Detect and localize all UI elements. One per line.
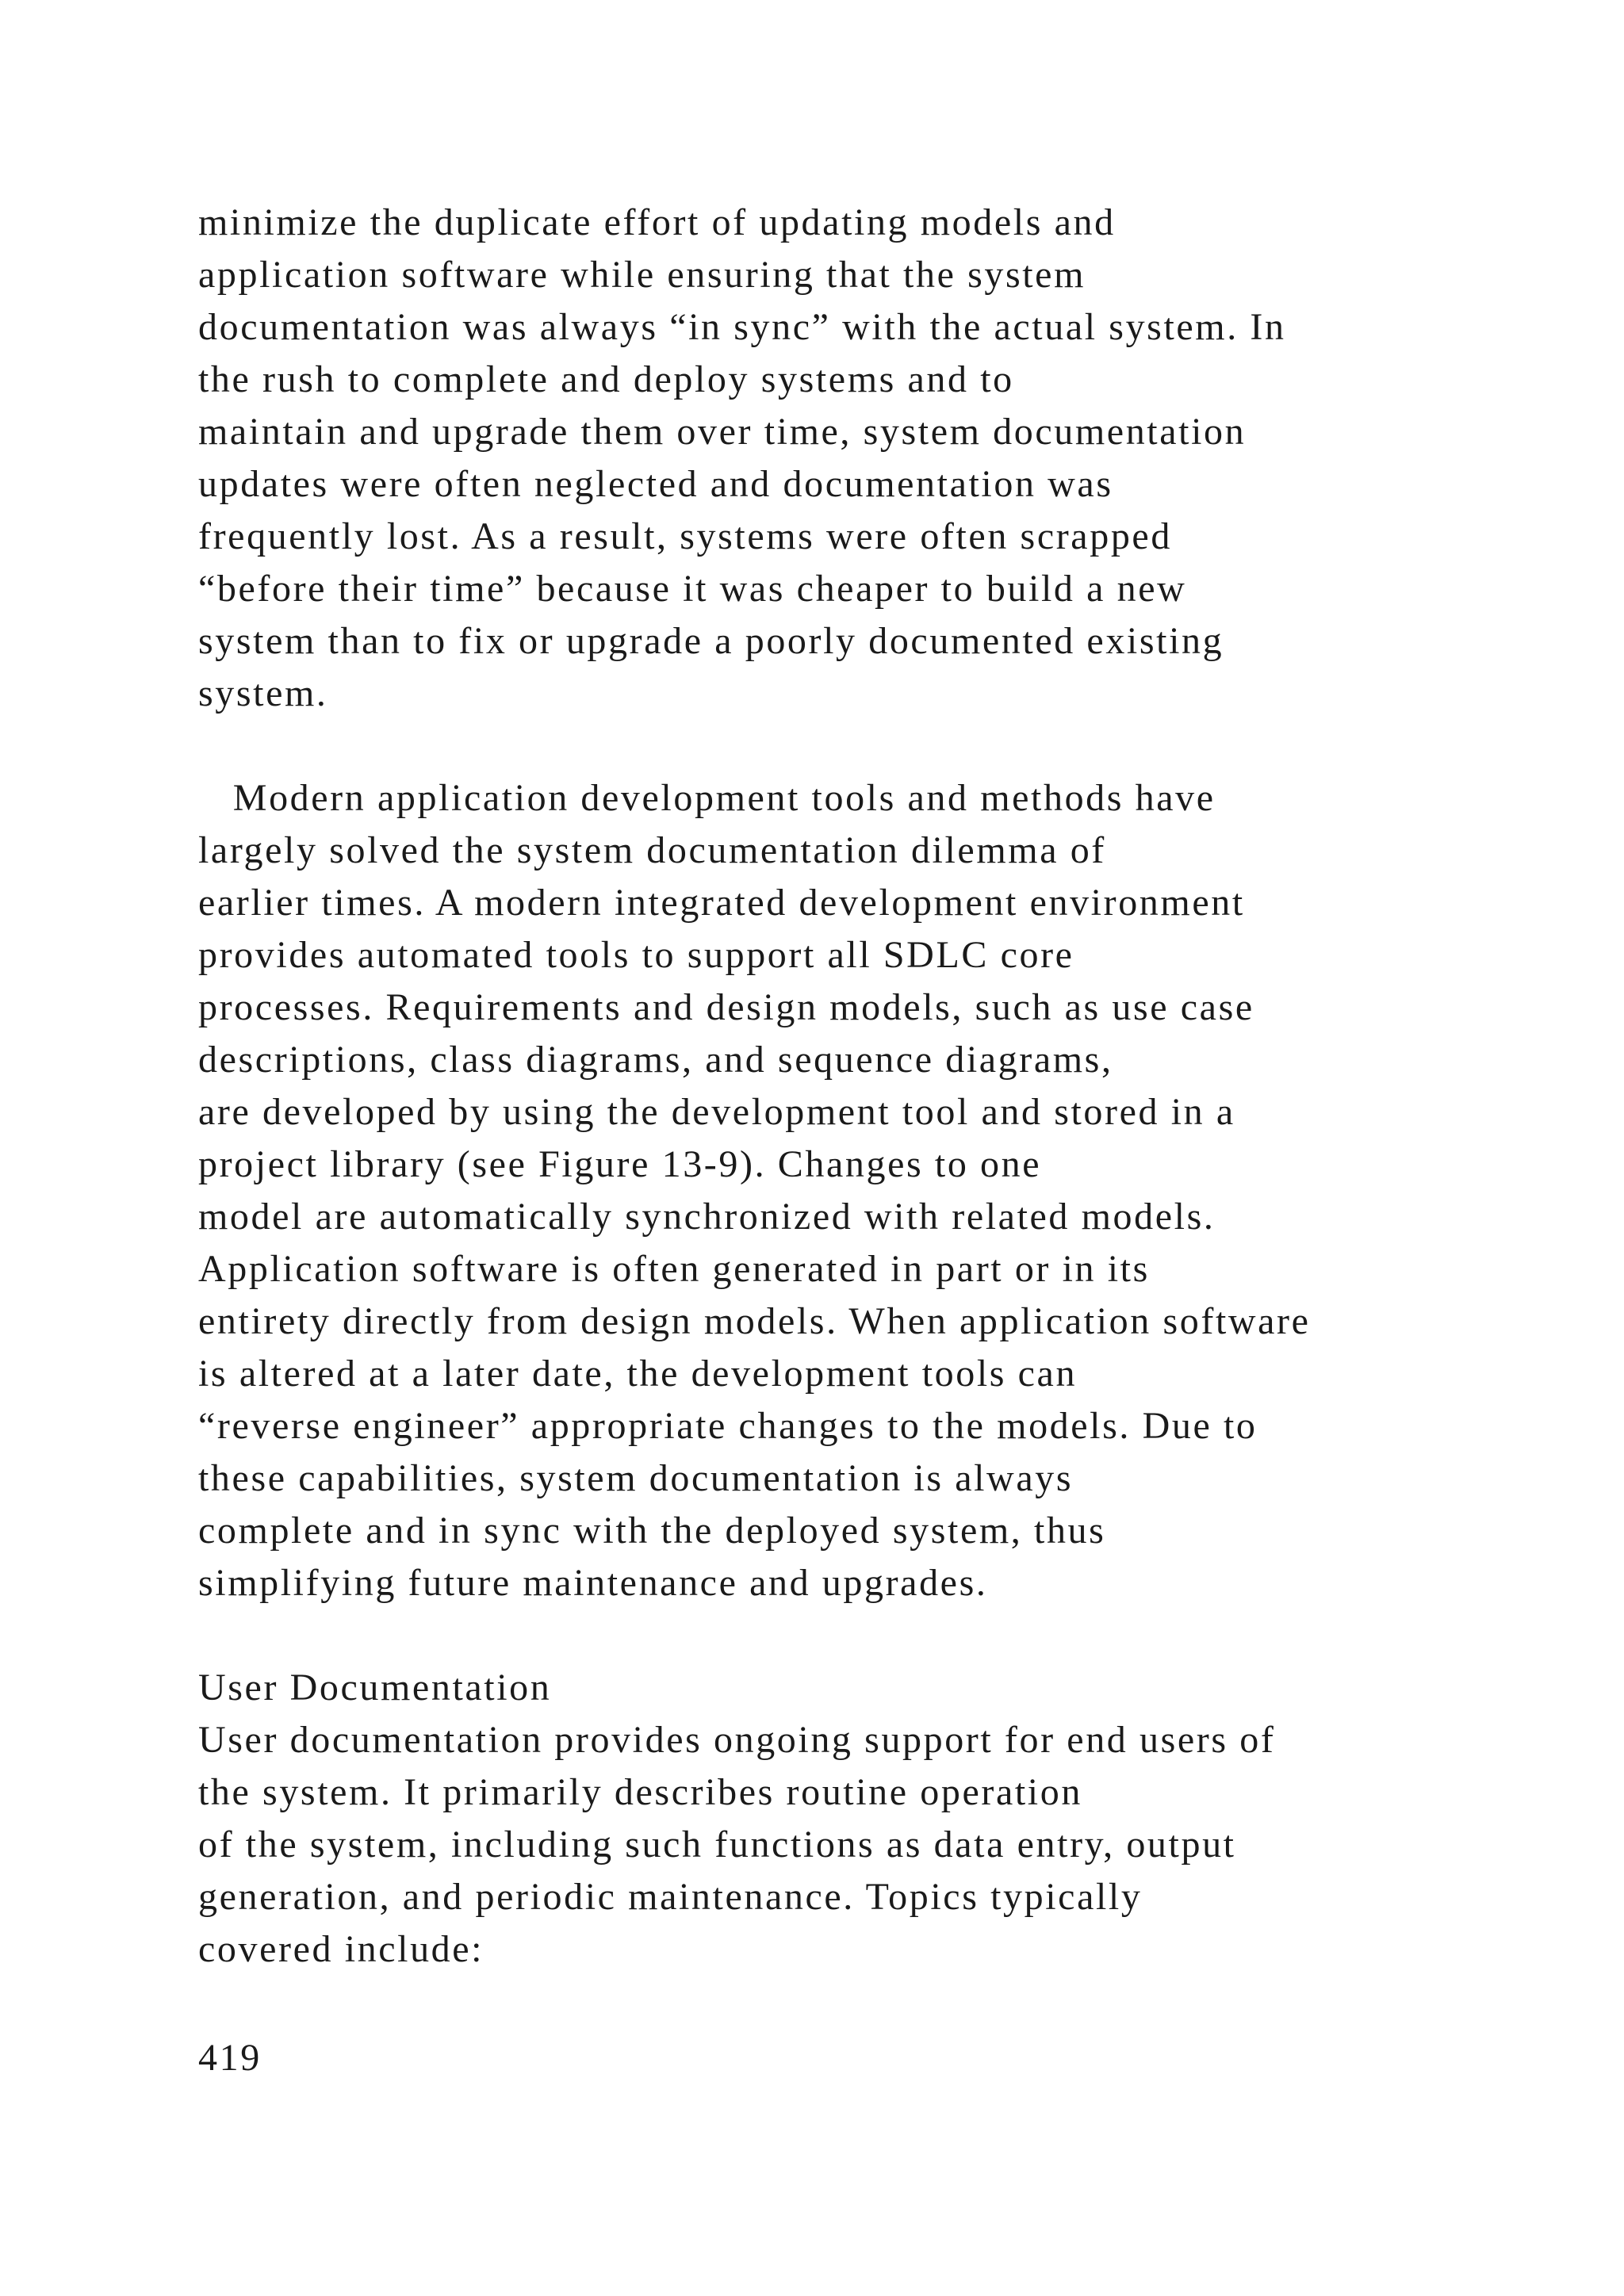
- text-line: Modern application development tools and methods have: [198, 777, 1216, 819]
- text-line: minimize the duplicate effort of updating models and: [198, 201, 1116, 243]
- text-line: these capabilities, system documentation is always: [198, 1457, 1074, 1499]
- text-line: entirety directly from design models. When application software: [198, 1300, 1311, 1342]
- text-line: earlier times. A modern integrated development environment: [198, 882, 1245, 924]
- text-line: largely solved the system documentation dilemma of: [198, 829, 1106, 871]
- text-line: maintain and upgrade them over time, system documentation: [198, 411, 1247, 453]
- text-line: “reverse engineer” appropriate changes to the models. Due to: [198, 1405, 1258, 1447]
- text-line: model are automatically synchronized with related models.: [198, 1196, 1216, 1238]
- paragraph-spacer: [198, 1609, 1546, 1662]
- text-line: is altered at a later date, the development tools can: [198, 1353, 1078, 1395]
- text-line: are developed by using the development tool and stored in a: [198, 1091, 1235, 1133]
- section-heading: User Documentation: [198, 1667, 552, 1709]
- paragraph-2: [198, 772, 1546, 1609]
- text-line: generation, and periodic maintenance. Topics typically: [198, 1876, 1143, 1918]
- text-line: of the system, including such functions as data entry, output: [198, 1823, 1236, 1866]
- text-line: provides automated tools to support all SDLC core: [198, 934, 1074, 976]
- paragraph-3: [198, 1714, 1546, 1976]
- text-line: complete and in sync with the deployed system, thus: [198, 1510, 1106, 1552]
- text-line: project library (see Figure 13-9). Changes to one: [198, 1143, 1042, 1185]
- page-number: 419: [198, 2037, 262, 2079]
- text-line: application software while ensuring that the system: [198, 254, 1086, 296]
- text-line: the system. It primarily describes routine operation: [198, 1771, 1082, 1813]
- text-line: system.: [198, 672, 328, 714]
- text-line: “before their time” because it was cheaper to build a new: [198, 568, 1187, 610]
- text-line: frequently lost. As a result, systems were often scrapped: [198, 515, 1172, 557]
- text-line: documentation was always “in sync” with the actual system. In: [198, 306, 1286, 348]
- text-line: covered include:: [198, 1928, 485, 1970]
- text-line: the rush to complete and deploy systems and to: [198, 358, 1014, 400]
- document-page: [198, 197, 1546, 1976]
- text-line: system than to fix or upgrade a poorly documented existing: [198, 620, 1224, 662]
- text-line: Application software is often generated in part or in its: [198, 1248, 1150, 1290]
- text-line: User documentation provides ongoing support for end users of: [198, 1719, 1276, 1761]
- text-line: descriptions, class diagrams, and sequence diagrams,: [198, 1039, 1113, 1081]
- paragraph-1: [198, 197, 1546, 720]
- text-line: simplifying future maintenance and upgrades.: [198, 1562, 988, 1604]
- paragraph-spacer: [198, 720, 1546, 772]
- text-line: processes. Requirements and design models, such as use case: [198, 986, 1254, 1028]
- text-line: updates were often neglected and documentation was: [198, 463, 1113, 505]
